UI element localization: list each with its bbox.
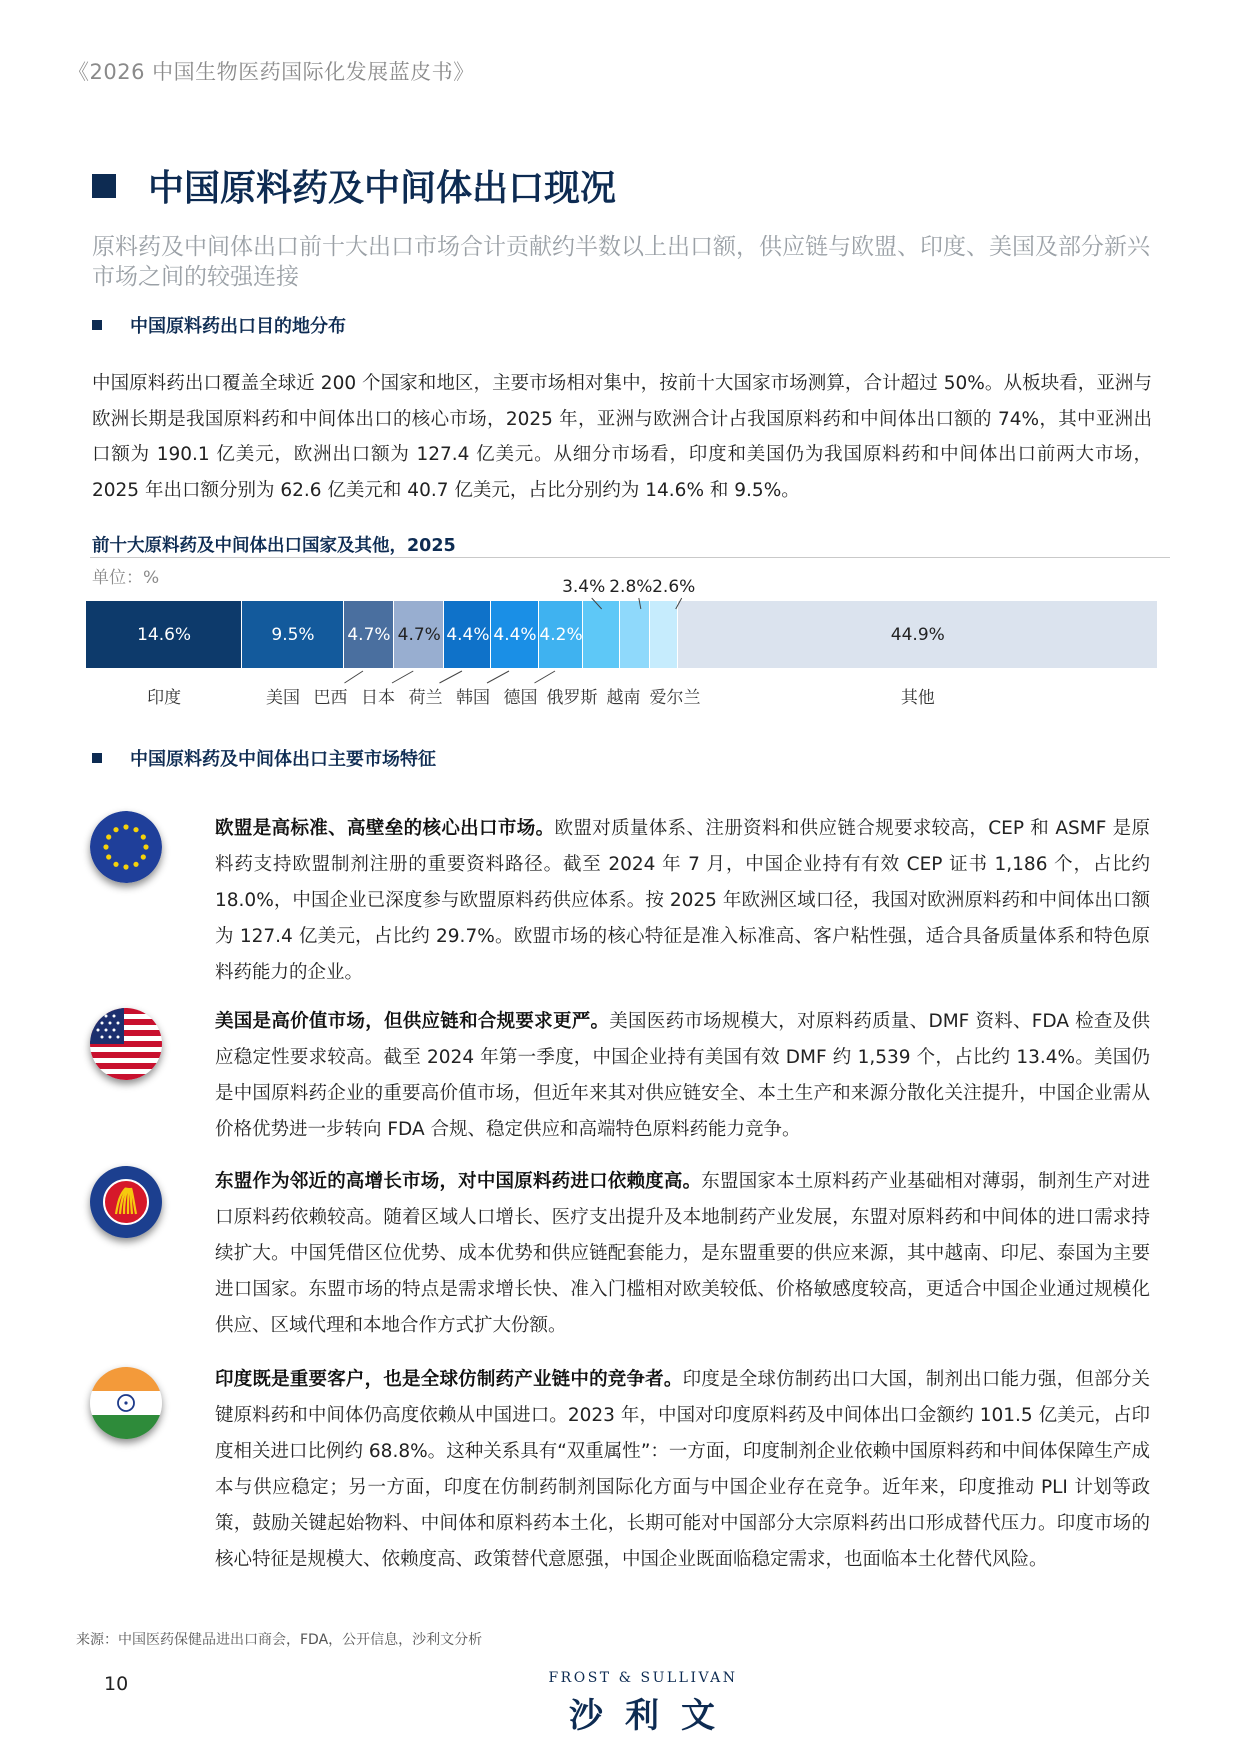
section-subtitle: 原料药及中间体出口前十大出口市场合计贡献约半数以上出口额，供应链与欧盟、印度、美国及部分新兴市场之间的较强连接 [92,234,1150,290]
category-label-2: 巴西 [313,688,348,708]
market-lead: 印度既是重要客户，也是全球仿制药产业链中的竞争者。 [215,1369,683,1390]
chart-unit-label: 单位：% [92,568,160,588]
market-body: 东盟国家本土原料药产业基础相对薄弱，制剂生产对进口原料药依赖较高。随着区域人口增长、医疗支出提升及本地制药产业发展，东盟对原料药和中间体的进口需求持续扩大。中国凭借区位优势、成本优势和供应链配套能力，是东盟重要的供应来源，其中越南、印尼、泰国为主要进口国家。东盟市场的特点是需求增长快、准入门槛相对欧美较低、价格敏感度较高，更适合中国企业通过规模化供应、区域代理和本地合作方式扩大份额。 [215,1171,1150,1336]
logo-cn: 沙利文 [569,1696,737,1736]
data-label-7: 3.4% [562,577,606,597]
data-label-3: 4.7% [397,624,441,645]
data-label-4: 4.4% [446,624,490,645]
data-label-0: 14.6% [137,624,192,645]
chart-title: 前十大原料药及中间体出口国家及其他，2025 [92,536,456,556]
stacked-bar-chart [0,0,1234,720]
category-label-7: 俄罗斯 [546,688,598,708]
category-label-10: 其他 [900,688,935,708]
distribution-paragraph: 中国原料药出口覆盖全球近 200 个国家和地区，主要市场相对集中，按前十大国家市场测算，合计超过 50%。从板块看，亚洲与欧洲长期是我国原料药和中间体出口的核心市场，2025 年，亚洲与欧洲合计占我国原料药和中间体出口额的 74%，其中亚洲出口额为 190.1 亿美元，欧洲出口额为 127.4 亿美元。从细分市场看，印度和美国仍为我国原料药和中间体出口前两大市场，2025 年出口额分别为 62.6 亿美元和 40.7 亿美元，占比分别约为 14.6% 和 9.5%。 [92,373,1152,501]
subsection-square-icon [92,753,102,763]
data-label-5: 4.4% [493,624,537,645]
eu-flag-icon [90,811,162,883]
data-label-6: 4.2% [539,624,583,645]
page-number: 10 [104,1673,129,1695]
section-title: 中国原料药及中间体出口现况 [148,168,617,209]
category-label-5: 韩国 [456,688,490,708]
data-label-9: 2.6% [652,577,696,597]
leader-line-above-7 [592,598,602,609]
market-card-eu [215,811,1150,991]
market-card-india [215,1362,1150,1578]
category-label-1: 美国 [266,688,300,708]
market-body: 印度是全球仿制药出口大国，制剂出口能力强，但部分关键原料药和中间体仍高度依赖从中国进口。2023 年，中国对印度原料药及中间体出口金额约 101.5 亿美元，占印度相关进口比例约 68.8%。这种关系具有“双重属性”：一方面，印度制剂企业依赖中国原料药和中间体保障生产成本与供应稳定；另一方面，印度在仿制药制剂国际化方面与中国企业存在竞争。近年来，印度推动 PLI 计划等政策，鼓励关键起始物料、中间体和原料药本土化，长期可能对中国部分大宗原料药出口形成替代压力。印度市场的核心特征是规模大、依赖度高、政策替代意愿强，中国企业既面临稳定需求，也面临本土化替代风险。 [215,1369,1150,1570]
source-note: 来源：中国医药保健品进出口商会，FDA，公开信息，沙利文分析 [76,1632,483,1648]
leader-line-4 [440,671,462,683]
data-label-8: 2.8% [609,577,653,597]
market-body: 欧盟对质量体系、注册资料和供应链合规要求较高，CEP 和 ASMF 是原料药支持欧盟制剂注册的重要资料路径。截至 2024 年 7 月，中国企业持有有效 CEP 证书 1,186 个，占比约 18.0%，中国企业已深度参与欧盟原料药供应体系。按 2025 年欧洲区域口径，我国对欧洲原料药和中间体出口额为 127.4 亿美元，占比约 29.7%。欧盟市场的核心特征是准入标准高、客户粘性强，适合具备质量体系和特色原料药能力的企业。 [215,818,1150,983]
asean-flag-icon [90,1166,162,1238]
category-label-6: 德国 [503,688,538,708]
market-card-asean [215,1164,1150,1344]
market-lead: 美国是高价值市场，但供应链和合规要求更严。 [215,1011,610,1032]
us-flag-icon [90,1008,162,1080]
leader-line-3 [392,671,413,683]
india-flag-icon [90,1367,162,1439]
leader-line-above-9 [676,598,682,609]
category-label-3: 日本 [361,688,395,708]
category-label-0: 印度 [147,688,182,708]
logo-en: FROST & SULLIVAN [548,1670,738,1686]
subsection-heading-2 [92,745,436,771]
market-body: 美国医药市场规模大，对原料药质量、DMF 资料、FDA 检查及供应稳定性要求较高。截至 2024 年第一季度，中国企业持有美国有效 DMF 约 1,539 个，占比约 13.4%。美国仍是中国原料药企业的重要高价值市场，但近年来其对供应链安全、本土生产和来源分散化关注提升，中国企业需从价格优势进一步转向 FDA 合规、稳定供应和高端特色原料药能力竞争。 [215,1011,1150,1140]
market-card-us [215,1004,1150,1148]
leader-line-6 [535,671,556,683]
leader-line-above-8 [639,598,641,609]
subsection-title-2: 中国原料药及中间体出口主要市场特征 [130,749,436,770]
leader-line-2 [345,671,363,683]
leader-line-5 [487,671,509,683]
category-label-9: 爱尔兰 [649,688,701,708]
frost-sullivan-logo [548,1670,738,1737]
data-label-10: 44.9% [890,624,945,645]
report-header-title: 《2026 中国生物医药国际化发展蓝皮书》 [68,60,475,84]
market-lead: 东盟作为邻近的高增长市场，对中国原料药进口依赖度高。 [215,1171,702,1192]
category-label-4: 荷兰 [408,688,443,708]
data-label-1: 9.5% [271,624,315,645]
category-label-8: 越南 [606,688,641,708]
market-lead: 欧盟是高标准、高壁垒的核心出口市场。 [215,818,555,839]
leader-lines [0,0,1234,720]
subsection-title-1: 中国原料药出口目的地分布 [130,316,346,337]
data-label-2: 4.7% [347,624,391,645]
